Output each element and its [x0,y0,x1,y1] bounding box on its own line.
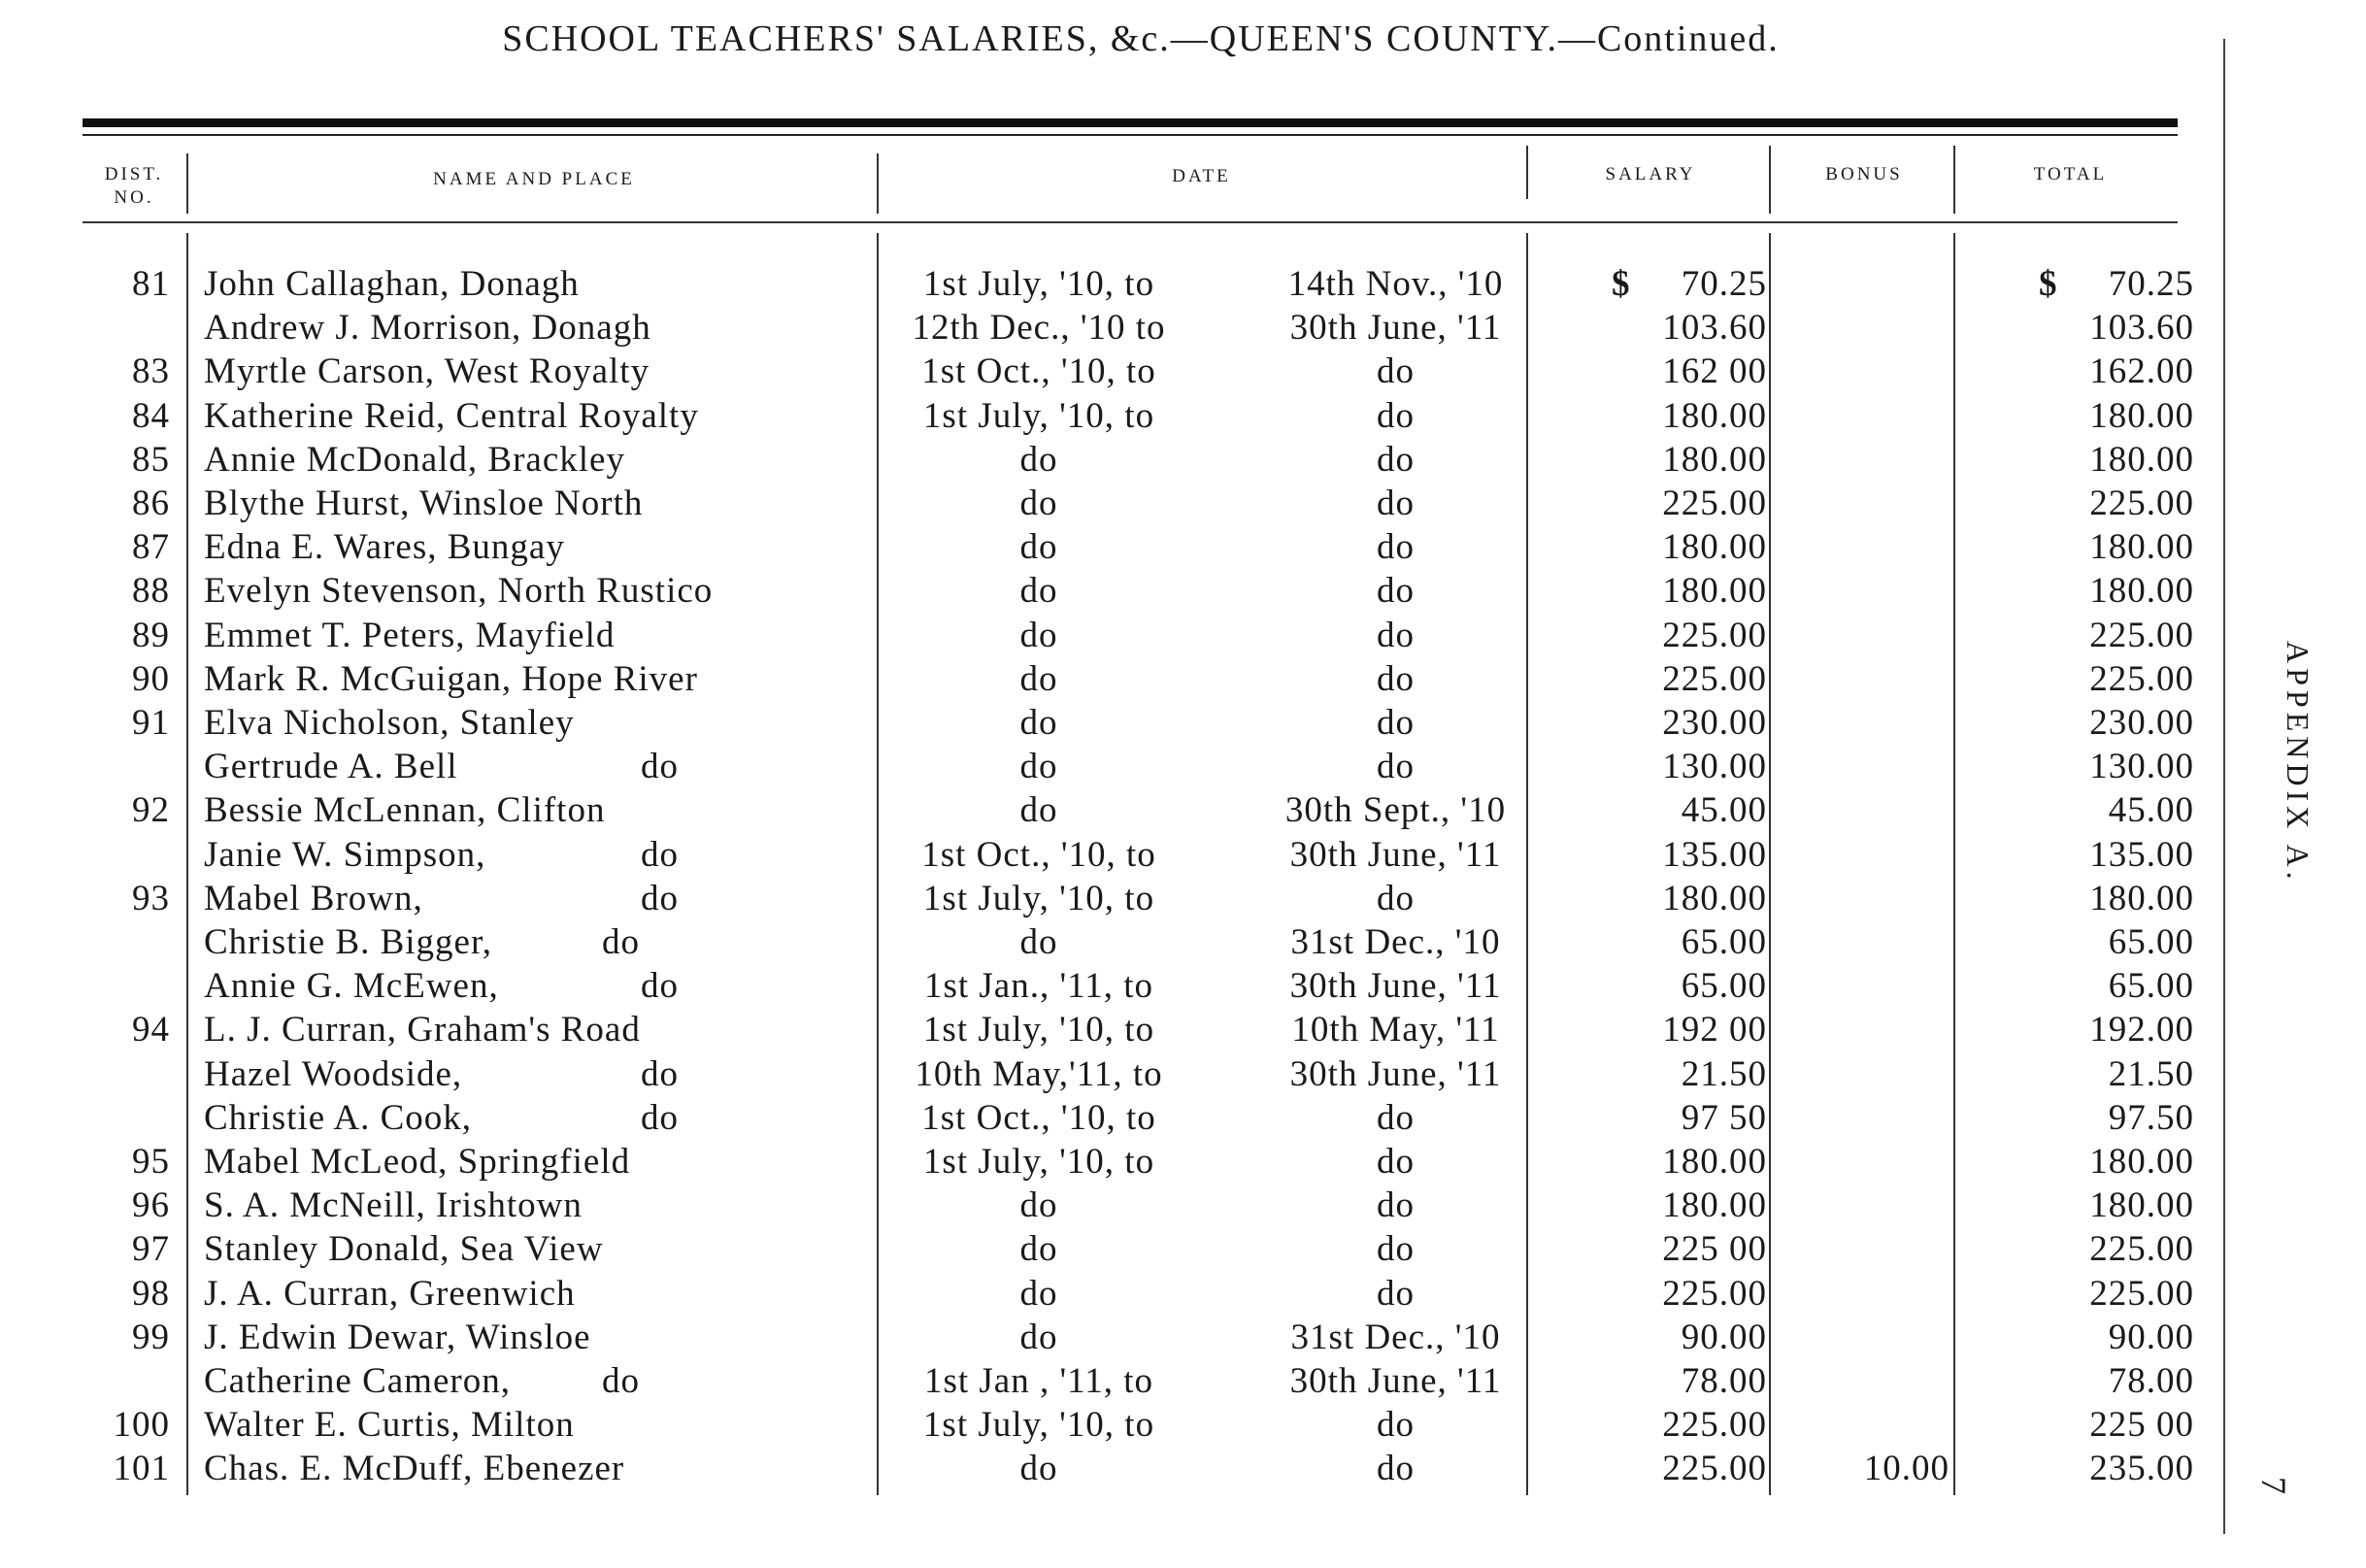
table-row [0,833,2233,877]
date-from-cell: do [1019,439,1058,480]
name-place-cell: Edna E. Wares, Bungay [204,527,565,568]
total-cell: 180.00 [2089,1142,2194,1182]
date-to-cell: do [1377,1229,1415,1270]
total-cell: 180.00 [2089,439,2194,480]
name-place-cell: Mark R. McGuigan, Hope River [204,658,698,699]
date-to-cell: do [1377,615,1415,655]
place-ditto-cell: do [602,1361,640,1401]
total-cell: 225 00 [2089,1405,2194,1446]
name-place-cell: Gertrude A. Bell [204,747,458,787]
name-place-cell: L. J. Curran, Graham's Road [204,1010,641,1051]
column-header-dist [85,163,183,210]
date-to-cell: do [1377,1405,1415,1446]
date-from-cell: 12th Dec., '10 to [912,308,1166,349]
dist-no-cell: 85 [132,439,170,480]
salary-cell: 225 00 [1662,1229,1767,1270]
date-to-cell: do [1377,1273,1415,1314]
date-to-cell: do [1377,658,1415,699]
total-cell: 225.00 [2089,658,2194,699]
bonus-cell: 10.00 [1863,1449,1949,1489]
name-place-cell: Walter E. Curtis, Milton [204,1405,575,1446]
name-place-cell: J. A. Curran, Greenwich [204,1273,576,1314]
date-from-cell: 1st Jan , '11, to [923,1361,1154,1401]
table-row [0,262,2233,306]
date-from-cell: do [1019,922,1058,962]
name-place-cell: Mabel Brown, [204,878,423,918]
column-header-rule [83,221,2178,223]
date-to-cell: 31st Dec., '10 [1290,1317,1501,1357]
salary-cell: 180.00 [1662,571,1767,612]
date-to-cell: 30th June, '11 [1289,966,1502,1007]
salary-cell: 225.00 [1662,484,1767,523]
salary-cell: 180.00 [1662,878,1767,918]
date-to-cell: do [1377,439,1415,480]
salary-cell: 162 00 [1662,351,1767,392]
total-cell: 225.00 [2089,484,2194,523]
table-row [0,1316,2233,1359]
date-from-cell: 1st Jan., '11, to [923,966,1154,1007]
salary-cell: 225.00 [1662,1273,1767,1314]
name-place-cell: Christie B. Bigger, [204,922,493,962]
table-row [0,920,2233,964]
total-cell: 230.00 [2089,703,2194,743]
table-row [0,745,2233,788]
total-cell: 130.00 [2089,747,2194,787]
dist-no-cell: 90 [132,658,170,699]
table-row [0,1140,2233,1184]
date-to-cell: 30th June, '11 [1289,308,1502,349]
date-from-cell: do [1019,1449,1058,1489]
dist-no-cell: 88 [132,571,170,612]
total-cell: 78.00 [2108,1361,2194,1401]
total-cell: 180.00 [2089,527,2194,568]
total-cell: 235.00 [2089,1449,2194,1489]
dist-no-cell: 91 [132,703,170,743]
salary-currency-symbol: $ [1612,264,1631,304]
dist-no-cell: 97 [132,1229,170,1270]
column-header-bonus: BONUS [1825,164,1903,184]
name-place-cell: J. Edwin Dewar, Winsloe [204,1317,591,1357]
total-cell: 162.00 [2089,351,2194,392]
name-place-cell: Christie A. Cook, [204,1097,473,1138]
table-row [0,1052,2233,1096]
salary-cell: 225.00 [1662,1449,1767,1489]
dist-no-cell: 95 [132,1142,170,1182]
column-header-dist-line2: NO. [114,187,154,208]
salary-cell: 230.00 [1662,703,1767,743]
dist-no-cell: 93 [132,878,170,918]
table-row [0,614,2233,657]
date-from-cell: do [1019,790,1058,831]
salary-cell: 180.00 [1662,439,1767,480]
table-row [0,1184,2233,1227]
date-from-cell: do [1019,1229,1058,1270]
column-divider [877,153,879,214]
total-cell: 225.00 [2089,615,2194,655]
salary-cell: 103.60 [1662,308,1767,349]
total-cell: 225.00 [2089,1273,2194,1314]
place-ditto-cell: do [641,1053,679,1094]
date-from-cell: do [1019,1185,1058,1226]
name-place-cell: Stanley Donald, Sea View [204,1229,604,1270]
date-from-cell: do [1019,527,1058,568]
page-title: SCHOOL TEACHERS' SALARIES, &c.—QUEEN'S COUNTY.—Continued. [502,18,1780,59]
name-place-cell: Bessie McLennan, Clifton [204,790,606,831]
salary-cell: 65.00 [1681,922,1767,962]
salary-cell: 225.00 [1662,658,1767,699]
table-row [0,306,2233,350]
date-from-cell: 1st July, '10, to [922,395,1155,436]
date-to-cell: 30th Sept., '10 [1284,790,1507,831]
salary-cell: 225.00 [1662,615,1767,655]
date-to-cell: 30th June, '11 [1289,1361,1502,1401]
salary-cell: 65.00 [1681,966,1767,1007]
column-header-name: NAME AND PLACE [433,169,635,189]
total-cell: 70.25 [2108,264,2194,304]
table-row [0,1359,2233,1403]
total-cell: 103.60 [2089,308,2194,349]
column-header-date: DATE [1172,166,1231,186]
salary-cell: 225.00 [1662,1405,1767,1446]
place-ditto-cell: do [602,922,640,962]
table-row [0,1447,2233,1490]
name-place-cell: Annie McDonald, Brackley [204,439,625,480]
salary-cell: 192 00 [1662,1010,1767,1051]
salary-cell: 180.00 [1662,527,1767,568]
table-row [0,701,2233,745]
date-to-cell: do [1377,527,1415,568]
table-row [0,569,2233,613]
name-place-cell: Annie G. McEwen, [204,966,499,1007]
table-row [0,788,2233,832]
column-divider [186,153,188,214]
table-row [0,1227,2233,1271]
name-place-cell: John Callaghan, Donagh [204,264,580,304]
date-from-cell: do [1019,703,1058,743]
column-header-salary: SALARY [1605,164,1696,184]
total-cell: 225.00 [2089,1229,2194,1270]
date-to-cell: 31st Dec., '10 [1290,922,1501,962]
date-to-cell: 14th Nov., '10 [1287,264,1504,304]
name-place-cell: Blythe Hurst, Winsloe North [204,484,644,523]
date-to-cell: do [1377,395,1415,436]
table-row [0,1403,2233,1447]
name-place-cell: Catherine Cameron, [204,1361,511,1401]
column-divider [1526,146,1528,199]
name-place-cell: Emmet T. Peters, Mayfield [204,615,616,655]
salary-cell: 78.00 [1681,1361,1767,1401]
table-row [0,877,2233,920]
total-cell: 21.50 [2108,1053,2194,1094]
date-to-cell: do [1377,571,1415,612]
table-row [0,525,2233,569]
total-cell: 180.00 [2089,878,2194,918]
date-from-cell: 1st July, '10, to [922,1405,1155,1446]
dist-no-cell: 100 [113,1405,170,1446]
name-place-cell: Myrtle Carson, West Royalty [204,351,650,392]
total-cell: 192.00 [2089,1010,2194,1051]
total-cell: 97.50 [2108,1097,2194,1138]
salary-cell: 70.25 [1681,264,1767,304]
date-to-cell: do [1377,484,1415,523]
table-row [0,438,2233,482]
dist-no-cell: 99 [132,1317,170,1357]
dist-no-cell: 83 [132,351,170,392]
name-place-cell: Evelyn Stevenson, North Rustico [204,571,714,612]
dist-no-cell: 87 [132,527,170,568]
dist-no-cell: 94 [132,1010,170,1051]
salary-cell: 45.00 [1681,790,1767,831]
header-thick-rule [83,118,2178,127]
date-to-cell: do [1377,1449,1415,1489]
date-to-cell: 30th June, '11 [1289,834,1502,875]
dist-no-cell: 98 [132,1273,170,1314]
salary-cell: 180.00 [1662,1142,1767,1182]
dist-no-cell: 96 [132,1185,170,1226]
date-from-cell: do [1019,658,1058,699]
total-cell: 180.00 [2089,395,2194,436]
table-row [0,394,2233,438]
salary-cell: 21.50 [1681,1053,1767,1094]
date-from-cell: do [1019,1317,1058,1357]
dist-no-cell: 81 [132,264,170,304]
column-header-dist-line1: DIST. [104,164,164,184]
total-cell: 180.00 [2089,571,2194,612]
date-to-cell: do [1377,703,1415,743]
date-to-cell: do [1377,1142,1415,1182]
date-from-cell: do [1019,747,1058,787]
date-to-cell: 10th May, '11 [1291,1010,1500,1051]
name-place-cell: Katherine Reid, Central Royalty [204,395,699,436]
date-from-cell: 1st July, '10, to [922,1010,1155,1051]
date-from-cell: 1st July, '10, to [922,1142,1155,1182]
column-divider [1769,146,1771,214]
total-cell: 135.00 [2089,834,2194,875]
date-to-cell: do [1377,878,1415,918]
date-to-cell: do [1377,1185,1415,1226]
date-from-cell: do [1019,615,1058,655]
total-cell: 65.00 [2108,966,2194,1007]
name-place-cell: S. A. McNeill, Irishtown [204,1185,583,1226]
place-ditto-cell: do [641,1097,679,1138]
total-cell: 90.00 [2108,1317,2194,1357]
page-number: 7 [2254,1477,2293,1494]
date-from-cell: 10th May,'11, to [915,1053,1163,1094]
table-row [0,1008,2233,1051]
date-from-cell: 1st Oct., '10, to [921,351,1156,392]
salary-cell: 97 50 [1681,1097,1767,1138]
date-to-cell: do [1377,351,1415,392]
table-row [0,1272,2233,1316]
salary-cell: 90.00 [1681,1317,1767,1357]
header-thin-rule [83,134,2178,136]
date-from-cell: 1st Oct., '10, to [921,1097,1156,1138]
salary-cell: 180.00 [1662,1185,1767,1226]
salary-cell: 130.00 [1662,747,1767,787]
place-ditto-cell: do [641,878,679,918]
side-label: APPENDIX A. [2281,640,2316,884]
dist-no-cell: 86 [132,484,170,523]
column-header-total: TOTAL [2033,164,2108,184]
date-from-cell: 1st Oct., '10, to [921,834,1156,875]
dist-no-cell: 84 [132,395,170,436]
date-from-cell: do [1019,571,1058,612]
place-ditto-cell: do [641,834,679,875]
name-place-cell: Elva Nicholson, Stanley [204,703,575,743]
table-row [0,964,2233,1008]
date-to-cell: 30th June, '11 [1289,1053,1502,1094]
name-place-cell: Chas. E. McDuff, Ebenezer [204,1449,625,1489]
date-to-cell: do [1377,1097,1415,1138]
total-cell: 65.00 [2108,922,2194,962]
total-cell: 45.00 [2108,790,2194,831]
name-place-cell: Mabel McLeod, Springfield [204,1142,631,1182]
table-row [0,482,2233,525]
salary-cell: 135.00 [1662,834,1767,875]
date-from-cell: do [1019,484,1058,523]
date-from-cell: 1st July, '10, to [922,264,1155,304]
name-place-cell: Andrew J. Morrison, Donagh [204,308,651,349]
total-cell: 180.00 [2089,1185,2194,1226]
dist-no-cell: 92 [132,790,170,831]
place-ditto-cell: do [641,966,679,1007]
place-ditto-cell: do [641,747,679,787]
date-from-cell: 1st July, '10, to [922,878,1155,918]
table-row [0,350,2233,393]
table-row [0,657,2233,701]
dist-no-cell: 101 [113,1449,170,1489]
table-row [0,1096,2233,1140]
name-place-cell: Janie W. Simpson, [204,834,486,875]
dist-no-cell: 89 [132,615,170,655]
total-currency-symbol: $ [2039,264,2058,304]
name-place-cell: Hazel Woodside, [204,1053,463,1094]
date-from-cell: do [1019,1273,1058,1314]
column-divider [1953,146,1955,214]
salary-cell: 180.00 [1662,395,1767,436]
date-to-cell: do [1377,747,1415,787]
